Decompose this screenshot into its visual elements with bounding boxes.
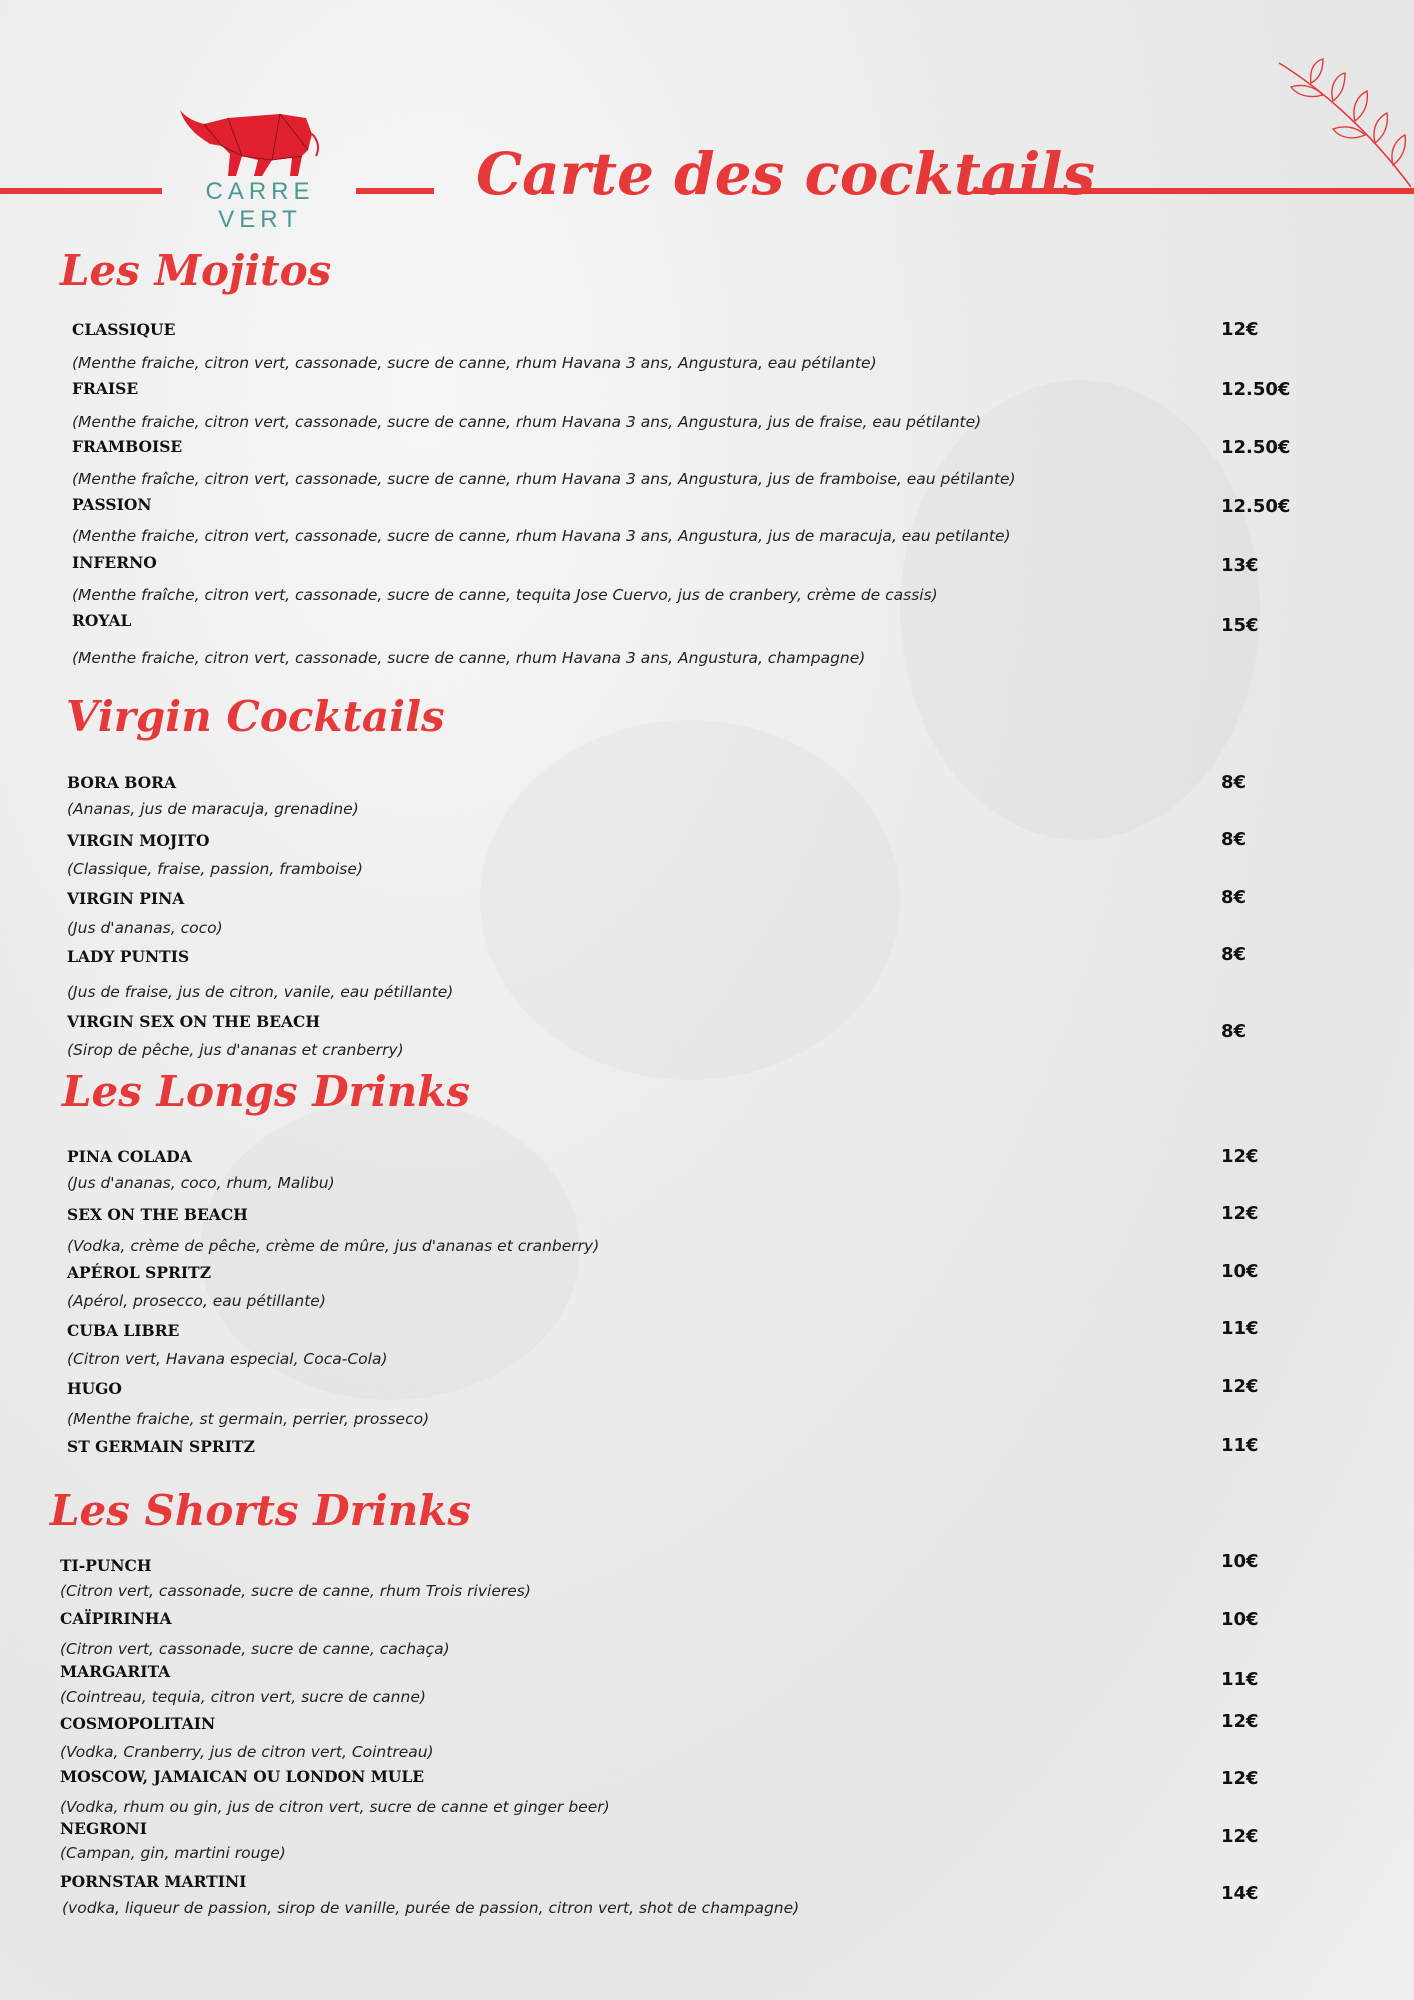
item-name: HUGO xyxy=(67,1379,122,1398)
item-price: 12€ xyxy=(1221,1711,1259,1732)
item-price: 10€ xyxy=(1221,1261,1259,1282)
page-title: Carte des cocktails xyxy=(476,140,1096,208)
item-price: 8€ xyxy=(1221,772,1247,793)
item-name: FRAMBOISE xyxy=(72,437,183,456)
item-name: NEGRONI xyxy=(60,1819,148,1838)
item-description: (Menthe fraiche, citron vert, cassonade, sucre de canne, rhum Havana 3 ans, Angustura, jus de fraise, eau pétilante) xyxy=(72,413,982,431)
item-name: APÉROL SPRITZ xyxy=(67,1263,212,1282)
item-name: MARGARITA xyxy=(60,1662,171,1681)
item-price: 12€ xyxy=(1221,319,1259,340)
header-rule-left xyxy=(0,188,162,194)
item-description: (Menthe fraiche, citron vert, cassonade, sucre de canne, rhum Havana 3 ans, Angustura, champagne) xyxy=(72,649,866,667)
item-description: (Citron vert, Havana especial, Coca-Cola) xyxy=(67,1350,388,1368)
item-name: SEX ON THE BEACH xyxy=(67,1205,248,1224)
section-title-mojitos: Les Mojitos xyxy=(60,246,332,295)
item-name: VIRGIN PINA xyxy=(67,889,185,908)
item-description: (Vodka, Cranberry, jus de citron vert, Cointreau) xyxy=(60,1743,434,1761)
item-name: CUBA LIBRE xyxy=(67,1321,180,1340)
item-description: (Classique, fraise, passion, framboise) xyxy=(67,860,363,878)
item-description: (Menthe fraiche, citron vert, cassonade, sucre de canne, rhum Havana 3 ans, Angustura, jus de maracuja, eau petilante) xyxy=(72,527,1011,545)
logo-text: CARRE VERT xyxy=(205,178,315,233)
section-title-virgin-cocktails: Virgin Cocktails xyxy=(66,692,445,741)
item-name: ST GERMAIN SPRITZ xyxy=(67,1437,255,1456)
item-description: (Vodka, rhum ou gin, jus de citron vert, sucre de canne et ginger beer) xyxy=(60,1798,610,1816)
item-price: 11€ xyxy=(1221,1669,1259,1690)
background-stain xyxy=(900,380,1260,840)
item-price: 12€ xyxy=(1221,1146,1259,1167)
item-description: (Menthe fraiche, citron vert, cassonade, sucre de canne, rhum Havana 3 ans, Angustura, eau pétilante) xyxy=(72,354,877,372)
item-price: 8€ xyxy=(1221,1021,1247,1042)
item-price: 8€ xyxy=(1221,829,1247,850)
item-price: 13€ xyxy=(1221,555,1259,576)
item-price: 12€ xyxy=(1221,1376,1259,1397)
item-price: 15€ xyxy=(1221,615,1259,636)
item-name: COSMOPOLITAIN xyxy=(60,1714,216,1733)
item-description: (Jus de fraise, jus de citron, vanile, eau pétillante) xyxy=(67,983,454,1001)
item-price: 12€ xyxy=(1221,1768,1259,1789)
item-description: (Sirop de pêche, jus d'ananas et cranberry) xyxy=(67,1041,404,1059)
item-price: 10€ xyxy=(1221,1609,1259,1630)
item-price: 8€ xyxy=(1221,944,1247,965)
item-name: ROYAL xyxy=(72,611,132,630)
item-name: VIRGIN SEX ON THE BEACH xyxy=(67,1012,321,1031)
item-name: LADY PUNTIS xyxy=(67,947,190,966)
item-name: PORNSTAR MARTINI xyxy=(60,1872,247,1891)
item-name: INFERNO xyxy=(72,553,157,572)
item-name: CLASSIQUE xyxy=(72,320,176,339)
item-description: (Vodka, crème de pêche, crème de mûre, jus d'ananas et cranberry) xyxy=(67,1237,600,1255)
section-title-shorts-drinks: Les Shorts Drinks xyxy=(50,1486,471,1535)
item-name: VIRGIN MOJITO xyxy=(67,831,210,850)
item-price: 11€ xyxy=(1221,1318,1259,1339)
item-description: (Menthe fraiche, st germain, perrier, prosseco) xyxy=(67,1410,430,1428)
item-price: 10€ xyxy=(1221,1551,1259,1572)
item-description: (Jus d'ananas, coco) xyxy=(67,919,223,937)
header-rule-middle xyxy=(356,188,434,194)
item-description: (Citron vert, cassonade, sucre de canne, rhum Trois rivieres) xyxy=(60,1582,531,1600)
item-price: 14€ xyxy=(1221,1883,1259,1904)
item-description: (Apérol, prosecco, eau pétillante) xyxy=(67,1292,326,1310)
item-name: BORA BORA xyxy=(67,773,176,792)
item-price: 12€ xyxy=(1221,1826,1259,1847)
item-description: (Jus d'ananas, coco, rhum, Malibu) xyxy=(67,1174,335,1192)
item-description: (Campan, gin, martini rouge) xyxy=(60,1844,286,1862)
item-description: (vodka, liqueur de passion, sirop de vanille, purée de passion, citron vert, shot de champagne) xyxy=(62,1899,800,1917)
item-name: FRAISE xyxy=(72,379,139,398)
item-price: 12.50€ xyxy=(1221,496,1291,517)
item-name: PINA COLADA xyxy=(67,1147,192,1166)
item-name: PASSION xyxy=(72,495,152,514)
item-description: (Citron vert, cassonade, sucre de canne, cachaça) xyxy=(60,1640,450,1658)
leaf-branch-icon xyxy=(1275,55,1414,195)
background-stain xyxy=(480,720,900,1080)
section-title-longs-drinks: Les Longs Drinks xyxy=(62,1067,471,1116)
item-price: 12.50€ xyxy=(1221,379,1291,400)
item-description: (Menthe fraîche, citron vert, cassonade, sucre de canne, tequita Jose Cuervo, jus de cranbery, crème de cassis) xyxy=(72,586,938,604)
item-price: 11€ xyxy=(1221,1435,1259,1456)
item-name: CAÏPIRINHA xyxy=(60,1609,172,1628)
item-name: MOSCOW, JAMAICAN OU LONDON MULE xyxy=(60,1767,425,1786)
item-description: (Cointreau, tequia, citron vert, sucre de canne) xyxy=(60,1688,426,1706)
item-description: (Ananas, jus de maracuja, grenadine) xyxy=(67,800,359,818)
item-price: 12.50€ xyxy=(1221,437,1291,458)
item-name: TI-PUNCH xyxy=(60,1556,152,1575)
item-price: 12€ xyxy=(1221,1203,1259,1224)
item-price: 8€ xyxy=(1221,887,1247,908)
item-description: (Menthe fraîche, citron vert, cassonade, sucre de canne, rhum Havana 3 ans, Angustura, jus de framboise, eau pétilante) xyxy=(72,470,1016,488)
